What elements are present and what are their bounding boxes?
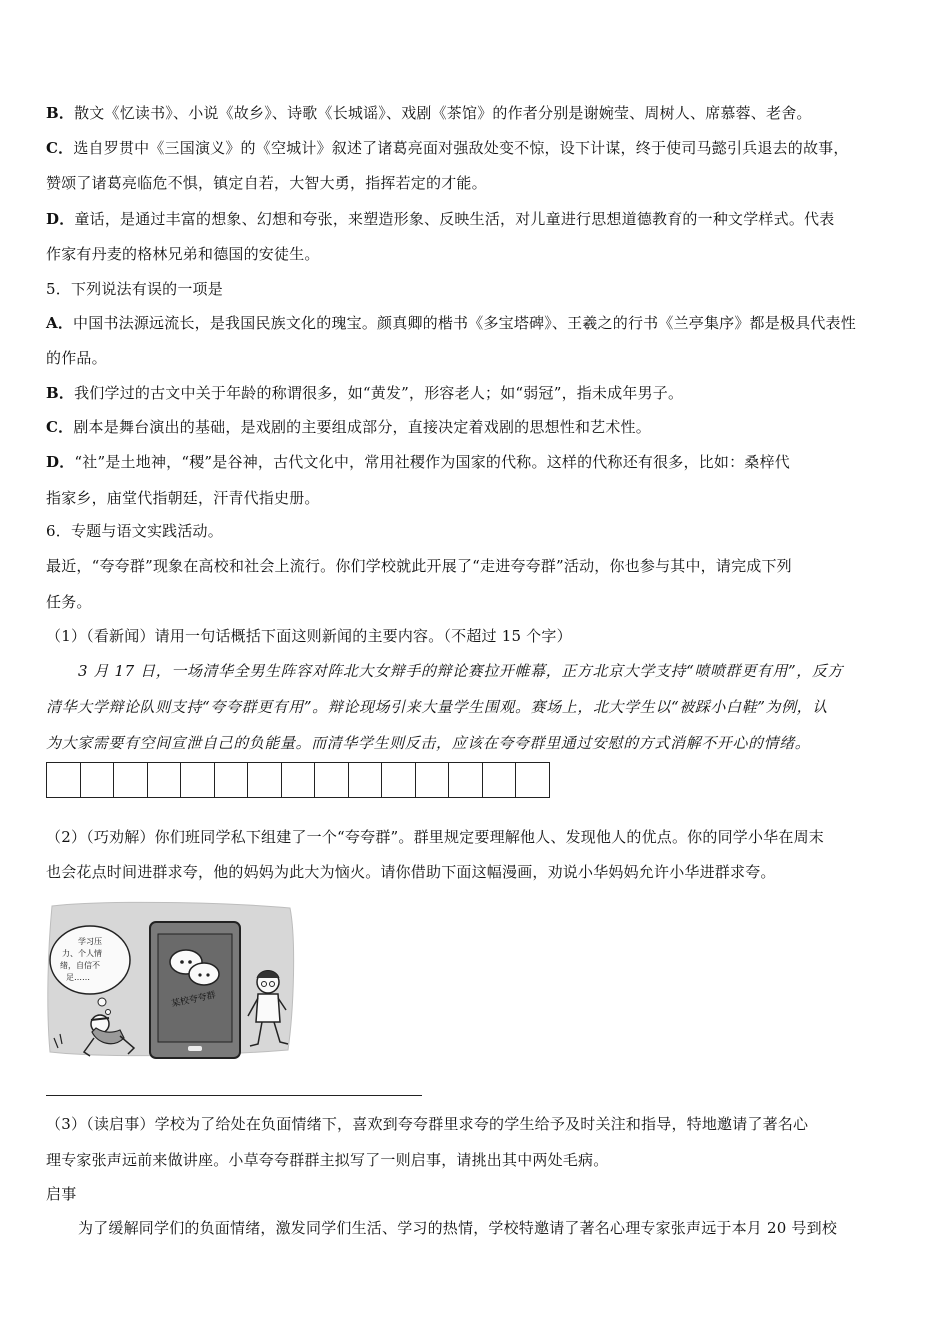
option-label: D． (46, 210, 75, 228)
answer-grid-cell[interactable] (349, 762, 383, 798)
option-text: 中国书法源远流长，是我国民族文化的瑰宝。颜真卿的楷书《多宝塔碑》、王羲之的行书《兰亭集序》都是极具代表性 (73, 314, 856, 332)
subquestion-1: （1）（看新闻）请用一句话概括下面这则新闻的主要内容。（不超过 15 个字） (46, 627, 572, 645)
option-b-line (46, 103, 812, 123)
option-label: A． (46, 314, 74, 332)
news-paragraph-line: 3 月 17 日，一场清华全男生阵容对阵北大女辩手的辩论赛拉开帷幕，正方北京大学支持“喷喷群更有用”，反方 (78, 662, 844, 680)
answer-grid-cell[interactable] (315, 762, 349, 798)
option-d-continued: 作家有丹麦的格林兄弟和德国的安徒生。 (46, 245, 320, 263)
notice-title: 启事 (46, 1185, 77, 1203)
answer-grid-cell[interactable] (114, 762, 148, 798)
option-label: D． (46, 453, 75, 471)
answer-grid-cell[interactable] (181, 762, 215, 798)
answer-grid-cell[interactable] (516, 762, 550, 798)
option-text: 选自罗贯中《三国演义》的《空城计》叙述了诸葛亮面对强敌处变不惊，设下计谋，终于使司马懿引兵退去的故事， (73, 139, 849, 157)
option-text: 童话，是通过丰富的想象、幻想和夸张，来塑造形象、反映生活，对儿童进行思想道德教育的一种文学样式。代表 (74, 210, 835, 228)
option-c-line (46, 138, 849, 158)
option-label: B． (46, 384, 75, 402)
q5-option-d-continued: 指家乡，庙堂代指朝廷，汗青代指史册。 (46, 489, 320, 507)
option-label: C． (46, 418, 74, 436)
answer-grid-cell[interactable] (382, 762, 416, 798)
answer-grid-cell[interactable] (47, 762, 81, 798)
smartphone-drawing (150, 922, 240, 1058)
q5-option-a-continued: 的作品。 (46, 349, 107, 367)
notice-paragraph: 为了缓解同学们的负面情绪，激发同学们生活、学习的热情，学校特邀请了著名心理专家张声远于本月 20 号到校 (78, 1219, 838, 1237)
option-text: 剧本是舞台演出的基础，是戏剧的主要组成部分，直接决定着戏剧的思想性和艺术性。 (73, 418, 651, 436)
q5-option-d (46, 452, 790, 472)
question-6-intro-continued: 任务。 (46, 593, 92, 611)
option-text: “社”是土地神，“稷”是谷神，古代文化中，常用社稷作为国家的代称。这样的代称还有很多，比如：桑梓代 (74, 453, 790, 471)
answer-grid-cell[interactable] (148, 762, 182, 798)
answer-grid-cell[interactable] (215, 762, 249, 798)
option-d-line (46, 209, 834, 229)
subquestion-2-continued: 也会花点时间进群求夸，他的妈妈为此大为恼火。请你借助下面这幅漫画，劝说小华妈妈允许小华进群求夸。 (46, 863, 776, 881)
answer-grid-cell[interactable] (449, 762, 483, 798)
q5-option-a (46, 313, 856, 333)
phone-group-label: 某校夸夸群 (170, 990, 217, 1010)
cartoon-illustration (44, 898, 298, 1060)
news-paragraph-line: 为大家需要有空间宣泄自己的负能量。而清华学生则反击，应该在夸夸群里通过安慰的方式消解不开心的情绪。 (46, 734, 811, 752)
bubble-text: 力、个人情 (62, 949, 102, 958)
option-text: 散文《忆读书》、小说《故乡》、诗歌《长城谣》、戏剧《茶馆》的作者分别是谢婉莹、周树人、席慕蓉、老舍。 (74, 104, 812, 122)
answer-grid-cell[interactable] (282, 762, 316, 798)
answer-grid[interactable] (46, 762, 550, 798)
q5-option-c (46, 417, 651, 437)
option-text: 我们学过的古文中关于年龄的称谓很多，如“黄发”，形容老人；如“弱冠”，指未成年男子。 (74, 384, 684, 402)
subquestion-3: （3）（读启事）学校为了给处在负面情绪下，喜欢到夸夸群里求夸的学生给予及时关注和指导，特地邀请了著名心 (46, 1115, 809, 1133)
bubble-text: 学习压 (78, 937, 102, 946)
news-paragraph-line: 清华大学辩论队则支持“夸夸群更有用”。辩论现场引来大量学生围观。赛场上，北大学生以“被踩小白鞋”为例，认 (46, 698, 828, 716)
bubble-text: 足…… (66, 973, 90, 982)
answer-grid-cell[interactable] (483, 762, 517, 798)
option-label: B． (46, 104, 75, 122)
question-5-title: 5．下列说法有误的一项是 (46, 280, 223, 298)
subquestion-2: （2）（巧劝解）你们班同学私下组建了一个“夸夸群”。群里规定要理解他人、发现他人的优点。你的同学小华在周末 (46, 828, 824, 846)
subquestion-3-continued: 理专家张声远前来做讲座。小草夸夸群群主拟写了一则启事，请挑出其中两处毛病。 (46, 1151, 609, 1169)
answer-grid-cell[interactable] (248, 762, 282, 798)
q5-option-b (46, 383, 683, 403)
option-label: C． (46, 139, 74, 157)
bubble-text: 绪，自信不 (60, 961, 100, 970)
answer-blank-line[interactable] (46, 1095, 422, 1096)
question-6-intro: 最近，“夸夸群”现象在高校和社会上流行。你们学校就此开展了“走进夸夸群”活动，你也参与其中，请完成下列 (46, 557, 792, 575)
answer-grid-cell[interactable] (416, 762, 450, 798)
option-c-continued: 赞颂了诸葛亮临危不惧，镇定自若，大智大勇，指挥若定的才能。 (46, 174, 487, 192)
question-6-title: 6．专题与语文实践活动。 (46, 522, 223, 540)
answer-grid-cell[interactable] (81, 762, 115, 798)
